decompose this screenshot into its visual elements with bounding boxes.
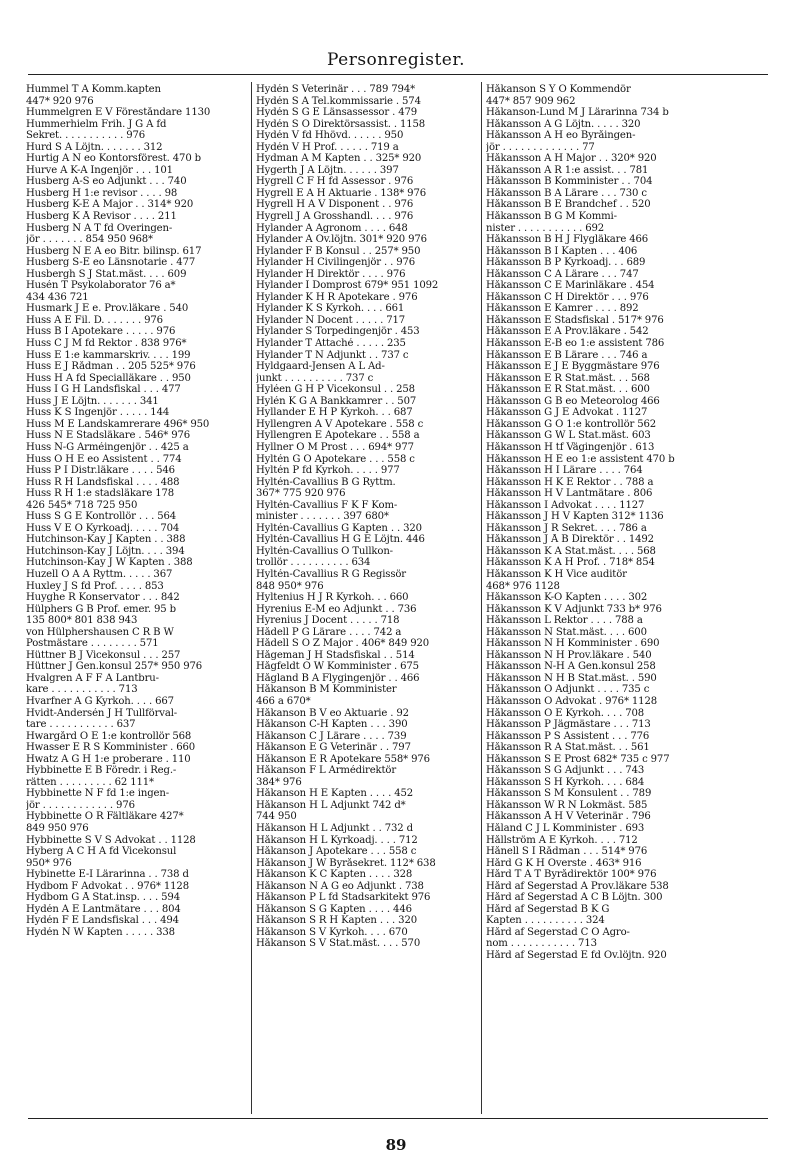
register-entry: Håkansson H V Lantmätare . 806 — [486, 488, 653, 500]
register-entry: Håkanson S V Kyrkoh. . . . 670 — [256, 926, 408, 938]
register-entry: Huss E J Rådman . . 205 525* 976 — [26, 361, 196, 373]
register-entry: 950* 976 — [26, 857, 72, 869]
register-entry: Håkanson S Y O Kommendör — [486, 84, 631, 95]
register-entry: Hyrenius J Docent . . . . . 718 — [256, 615, 400, 627]
register-entry: Håkansson J H V Kapten 312* 1136 — [486, 511, 664, 523]
register-entry: Husberg K-E A Major . . 314* 920 — [26, 199, 194, 211]
register-entry: Huss K S Ingenjör . . . . . 144 — [26, 407, 170, 419]
register-entry: Hyltén-Cavallius O Tullkon- — [256, 545, 393, 557]
register-entry: Håkansson O E Kyrkoh. . . . 708 — [486, 707, 645, 719]
register-entry: Håkansson I Advokat . . . . 1127 — [486, 499, 645, 511]
register-entry: Hydén V H Prof. . . . . . 719 a — [256, 141, 399, 153]
register-entry: Håkanson S R H Kapten . . . 320 — [256, 915, 417, 927]
register-entry: Håkansson K A Stat.mäst. . . . 568 — [486, 545, 656, 557]
register-entry: Hydén A E Lantmätare . . . 804 — [26, 903, 181, 915]
column-divider-2 — [481, 82, 482, 1114]
register-entry: Hybinette E-I Lärarinna . . 738 d — [26, 869, 189, 881]
register-entry: Husberg A-S eo Adjunkt . . . 740 — [26, 176, 187, 188]
register-entry: Huss I G H Landsfiskal . . . 477 — [26, 384, 181, 396]
register-column-2 — [256, 84, 478, 1114]
register-entry: Hydén S G E Länsassessor . 479 — [256, 107, 418, 119]
register-entry: Huss H A fd Specialläkare . . 950 — [26, 372, 191, 384]
register-entry: Hyllander E H P Kyrkoh. . . 687 — [256, 407, 413, 419]
register-entry: Håkansson N H B Stat.mäst. . 590 — [486, 672, 657, 684]
register-entry: Hylander H Civilingenjör . . 976 — [256, 257, 416, 269]
register-entry: Hådell S O Z Major . 406* 849 920 — [256, 638, 430, 650]
register-entry: Håkansson E R Stat.mäst. . . 600 — [486, 384, 650, 396]
register-entry: Håkansson G B eo Meteorolog 466 — [486, 395, 660, 407]
register-entry: Håkansson S M Konsulent . . 789 — [486, 788, 652, 800]
register-entry: Håkansson N-H A Gen.konsul 258 — [486, 661, 656, 673]
register-entry: Sekret. . . . . . . . . . . 976 — [26, 130, 146, 142]
register-entry: Husberg N E A eo Bitr. bilinsp. 617 — [26, 245, 202, 257]
register-entry: Hutchinson-Kay J Löjtn. . . . 394 — [26, 545, 185, 557]
register-entry: Huss V E O Kyrkoadj. . . . . 704 — [26, 522, 180, 534]
register-entry: Hård af Segerstad E fd Öv.löjtn. 920 — [486, 950, 667, 962]
register-entry: Håkanson B M Komminister — [256, 684, 397, 696]
register-entry: Hyrenius E-M eo Adjunkt . . 736 — [256, 603, 417, 615]
register-entry: Håkansson H K E Rektor . . 788 a — [486, 476, 654, 488]
register-entry: Hyllengren A V Apotekare . 558 c — [256, 418, 424, 430]
register-entry: kare . . . . . . . . . . . 713 — [26, 684, 138, 696]
register-entry: Hutchinson-Kay J Kapten . . 388 — [26, 534, 186, 546]
register-entry: Håkanson-Lund M J Lärarinna 734 b — [486, 107, 669, 119]
register-entry: Håkansson P Jägmästare . . . 713 — [486, 719, 651, 731]
page-title: Personregister. — [326, 50, 466, 70]
register-entry: Hylander I Domprost 679* 951 1092 — [256, 280, 439, 292]
column-divider-1 — [251, 82, 252, 1114]
register-entry: 434 436 721 — [26, 291, 89, 303]
register-entry: junkt . . . . . . . . . . 737 c — [256, 372, 374, 384]
register-entry: Huyghe R Konservator . . . 842 — [26, 592, 180, 604]
register-entry: Huxley J S fd Prof. . . . . 853 — [26, 580, 164, 592]
register-entry: Håkanson H L Adjunkt . . 732 d — [256, 823, 413, 834]
register-entry: Hummelgren E V Föreståndare 1130 — [26, 107, 211, 119]
register-entry: Håkansson N H Komminister . 690 — [486, 638, 660, 650]
register-entry: Håkansson A H Major . . 320* 920 — [486, 153, 657, 165]
register-entry: Håkanson B V eo Aktuarie . 92 — [256, 707, 409, 719]
register-entry: Postmästare . . . . . . . . 571 — [26, 638, 159, 650]
register-entry: Håkansson C A Lärare . . . 747 — [486, 268, 639, 280]
register-entry: Hydén N W Kapten . . . . . 338 — [26, 926, 175, 938]
register-entry: Håkanson J W Byråsekret. 112* 638 — [256, 857, 436, 869]
register-entry: Håkansson S G Adjunkt . . . 743 — [486, 765, 645, 777]
register-entry: Håland C J L Komminister . 693 — [486, 823, 645, 834]
register-entry: tare . . . . . . . . . . . 637 — [26, 719, 136, 731]
register-entry: Hyldgaard-Jensen A L Ad- — [256, 361, 385, 373]
register-entry: Håkanson H L Adjunkt 742 d* — [256, 799, 406, 811]
register-entry: Hånell S I Rådman . . . 514* 976 — [486, 846, 648, 858]
register-entry: 848 950* 976 — [256, 580, 324, 592]
register-entry: Håkansson H I Lärare . . . . 764 — [486, 465, 643, 477]
register-entry: Håkansson G O 1:e kontrollör 562 — [486, 418, 657, 430]
register-entry: 744 950 — [256, 811, 297, 823]
register-entry: Hydbom G Å Stat.insp. . . . 594 — [26, 892, 180, 904]
register-entry: Hyltén-Cavallius B G Ryttm. — [256, 476, 396, 488]
register-entry: Håkansson W R N Lokmäst. 585 — [486, 799, 648, 811]
register-entry: Håkanson K C Kapten . . . . 328 — [256, 869, 413, 881]
register-entry: Håkansson N H Prov.läkare . 540 — [486, 649, 652, 661]
register-entry: jör . . . . . . . . . . . . 976 — [26, 799, 135, 811]
register-entry: Husberg S-E eo Länsnotarie . 477 — [26, 257, 196, 269]
register-entry: Hutchinson-Kay J W Kapten . 388 — [26, 557, 193, 569]
header-rule — [28, 74, 768, 75]
register-entry: Håkansson E-B eo 1:e assistent 786 — [486, 338, 665, 350]
register-entry: Hydén S A Tel.kommissarie . 574 — [256, 95, 421, 107]
register-entry: Hylander F B Konsul . . 257* 950 — [256, 245, 421, 257]
footer-rule — [28, 1118, 768, 1119]
register-entry: Hylander T Attaché . . . . . 235 — [256, 338, 406, 350]
register-entry: Håkansson B G M Kommi- — [486, 211, 617, 223]
register-entry: Husberg N A T fd Överingen- — [26, 222, 173, 234]
register-entry: Håkansson G W L Stat.mäst. 603 — [486, 430, 651, 442]
register-entry: Hyberg A C H A fd Vicekonsul — [26, 846, 177, 858]
register-entry: Huss R H 1:e stadsläkare 178 — [26, 488, 175, 500]
register-entry: Huzell O A A Ryttm. . . . . 367 — [26, 568, 173, 580]
register-entry: Huss S G E Kontrollör . . . 564 — [26, 511, 177, 523]
register-entry: Kapten . . . . . . . . . . 324 — [486, 915, 605, 927]
register-entry: Hylander K H R Apotekare . 976 — [256, 291, 418, 303]
register-entry: 135 800* 801 838 943 — [26, 615, 138, 627]
register-entry: Husbergh S J Stat.mäst. . . . 609 — [26, 268, 187, 280]
register-entry: Hygrell J A Grosshandl. . . . 976 — [256, 211, 414, 223]
register-entry: Håkansson Å H V Veterinär . 796 — [486, 811, 651, 823]
register-entry: Håkanson C J Lärare . . . . 739 — [256, 730, 407, 742]
register-entry: Hågfeldt O W Komminister . 675 — [256, 661, 419, 673]
register-entry: Huss E 1:e kammarskriv. . . . 199 — [26, 349, 191, 361]
register-entry: Hyltén-Cavallius G Kapten . . 320 — [256, 522, 422, 534]
register-entry: Håkansson R A Stat.mäst. . . 561 — [486, 742, 650, 754]
register-entry: Hård T A T Byrådirektör 100* 976 — [486, 869, 657, 881]
register-entry: Håkansson A G Löjtn. . . . . 320 — [486, 118, 641, 130]
register-entry: Hågeman J H Stadsfiskal . . 514 — [256, 649, 415, 661]
register-entry: Huss J E Löjtn. . . . . . . 341 — [26, 395, 159, 407]
register-entry: Håkansson B E Brandchef . . 520 — [486, 199, 651, 211]
register-entry: Hydén F E Landsfiskal . . . 494 — [26, 915, 179, 927]
register-entry: 384* 976 — [256, 776, 302, 788]
register-entry: Hyltén-Cavallius H G E Löjtn. 446 — [256, 534, 425, 546]
register-entry: Hyllner O M Prost . . . 694* 977 — [256, 441, 414, 453]
register-entry: Håkanson H L Kyrkoadj. . . . 712 — [256, 834, 418, 846]
register-entry: Hwasser E R S Komminister . 660 — [26, 742, 196, 754]
page-number: 89 — [385, 1136, 407, 1154]
register-entry: Håkansson C H Direktör . . . 976 — [486, 291, 649, 303]
register-entry: Håkanson C-H Kapten . . . 390 — [256, 719, 408, 731]
register-entry: Huss A E Fil. D. . . . . . . 976 — [26, 314, 163, 326]
register-entry: 447* 920 976 — [26, 95, 94, 107]
register-entry: Hummel T A Komm.kapten — [26, 84, 161, 95]
register-entry: Huss O H E eo Assistent . . 774 — [26, 453, 182, 465]
register-entry: Huss C J M fd Rektor . 838 976* — [26, 338, 187, 350]
register-entry: Håkansson S H Kyrkoh. . . . 684 — [486, 776, 645, 788]
register-entry: Håkansson O Adjunkt . . . . 735 c — [486, 684, 650, 696]
register-entry: Hwargård O E 1:e kontrollör 568 — [26, 730, 192, 742]
register-entry: Håkansson S E Prost 682* 735 c 977 — [486, 753, 670, 765]
register-entry: Hård af Segerstad A Prov.läkare 538 — [486, 880, 669, 892]
register-entry: Hyltén G O Apotekare . . . 558 c — [256, 453, 415, 465]
register-entry: Håkansson N Stat.mäst. . . . 600 — [486, 626, 647, 638]
register-entry: Hård G K H Överste . 463* 916 — [486, 857, 642, 869]
register-entry: Håkansson B Komminister . . 704 — [486, 176, 653, 188]
register-entry: Huss R H Landsfiskal . . . . 488 — [26, 476, 180, 488]
register-entry: Hyléen G H P Vicekonsul . . 258 — [256, 384, 415, 396]
register-entry: Håkansson B A Lärare . . . 730 c — [486, 187, 647, 199]
register-entry: Hurd S A Löjtn. . . . . . . 312 — [26, 141, 163, 153]
register-entry: Håkansson O Advokat . 976* 1128 — [486, 695, 657, 707]
register-entry: Hydén V fd Hhövd. . . . . . 950 — [256, 130, 404, 142]
register-entry: Håkansson H tf Vägingenjör . 613 — [486, 441, 655, 453]
register-entry: Hyllengren E Apotekare . . 558 a — [256, 430, 420, 442]
register-entry: Hybbinette O R Fältläkare 427* — [26, 811, 184, 823]
register-entry: Hylander S Torpedingenjör . 453 — [256, 326, 420, 338]
register-entry: Hygrell E A H Aktuarie . 138* 976 — [256, 187, 426, 199]
register-entry: Håkansson H E eo 1:e assistent 470 b — [486, 453, 675, 465]
register-entry: Hylén K G A Bankkamrer . . 507 — [256, 395, 417, 407]
register-entry: Hård af Segerstad C O Agro- — [486, 926, 630, 938]
register-entry: Håkansson K-O Kapten . . . . 302 — [486, 592, 648, 604]
register-entry: Håkansson E B Lärare . . . 746 a — [486, 349, 648, 361]
register-entry: Hållström A E Kyrkoh. . . . 712 — [486, 834, 638, 846]
register-entry: Huss B I Apotekare . . . . . 976 — [26, 326, 176, 338]
register-column-3 — [486, 84, 712, 1114]
register-entry: Hummerhielm Frih. J G A fd — [26, 118, 167, 130]
register-entry: Håkanson S V Stat.mäst. . . . 570 — [256, 938, 421, 950]
register-entry: Hylander T N Adjunkt . . 737 c — [256, 349, 409, 361]
register-entry: Hydman A M Kapten . . 325* 920 — [256, 153, 422, 165]
register-entry: Hybbinette E B Föredr. i Reg.- — [26, 765, 177, 777]
register-entry: Hurtig A N eo Kontorsförest. 470 b — [26, 153, 201, 165]
register-entry: Håkansson B H J Flygläkare 466 — [486, 234, 649, 246]
register-entry: Håkansson C E Marinläkare . 454 — [486, 280, 655, 292]
register-entry: Huss M E Landskamrerare 496* 950 — [26, 418, 210, 430]
register-entry: Håkansson A H eo Byråingen- — [486, 130, 636, 142]
register-entry: Husmark J E e. Prov.läkare . 540 — [26, 303, 189, 315]
register-entry: Hydén S O Direktörsassist. . 1158 — [256, 118, 426, 130]
register-entry: Hård af Segerstad B K G — [486, 903, 610, 915]
register-entry: Hygrell C F H fd Assessor . 976 — [256, 176, 414, 188]
register-entry: Hyltén P fd Kyrkoh. . . . . 977 — [256, 465, 400, 477]
register-entry: Håkansson J Å B Direktör . . 1492 — [486, 534, 654, 546]
register-entry: Hybbinette N F fd 1:e ingen- — [26, 788, 169, 800]
register-entry: Hüttner J Gen.konsul 257* 950 976 — [26, 661, 203, 673]
register-entry: Håkansson K A H Prof. . 718* 854 — [486, 557, 655, 569]
register-entry: Hylander A Öv.löjtn. 301* 920 976 — [256, 234, 427, 246]
register-entry: Håkanson H E Kapten . . . . 452 — [256, 788, 414, 800]
register-entry: Håkansson B I Kapten . . . 406 — [486, 245, 638, 257]
register-entry: Hurve A K-A Ingenjör . . . 101 — [26, 164, 173, 176]
register-entry: Håkansson E J E Byggmästare 976 — [486, 361, 660, 373]
register-entry: Håkansson B P Kyrkoadj. . . 689 — [486, 257, 646, 269]
register-entry: Hågland B A Flygingenjör . . 466 — [256, 672, 420, 684]
register-entry: Håkanson F L Armédirektör — [256, 765, 397, 777]
register-entry: Hygerth J A Löjtn. . . . . . 397 — [256, 164, 399, 176]
register-entry: 447* 857 909 962 — [486, 95, 576, 107]
register-entry: Huss P I Distr.läkare . . . . 546 — [26, 465, 175, 477]
register-entry: Håkansson E A Prov.läkare . 542 — [486, 326, 649, 338]
register-entry: 468* 976 1128 — [486, 580, 560, 592]
register-entry: Hwatz A G H 1:e proberare . 110 — [26, 753, 191, 765]
register-entry: Håkansson E Kamrer . . . . 892 — [486, 303, 639, 315]
register-entry: Hylander H Direktör . . . . 976 — [256, 268, 406, 280]
register-entry: Håkanson J Apotekare . . . 558 c — [256, 846, 417, 858]
register-entry: von Hülphershausen C R B W — [26, 626, 174, 638]
register-entry: Håkansson P S Assistent . . . 776 — [486, 730, 650, 742]
register-entry: Hådell P G Lärare . . . . 742 a — [256, 626, 402, 638]
register-entry: Håkansson K V Adjunkt 733 b* 976 — [486, 603, 662, 615]
register-entry: Hylander A Agronom . . . . 648 — [256, 222, 408, 234]
register-entry: Håkansson J R Sekret. . . . 786 a — [486, 522, 647, 534]
register-entry: Håkansson L Rektor . . . . 788 a — [486, 615, 643, 627]
register-entry: Hvidt-Andersén J H Tullförval- — [26, 707, 178, 719]
register-entry: Håkansson E R Stat.mäst. . . 568 — [486, 372, 650, 384]
register-entry: Hyltenius H J R Kyrkoh. . . 660 — [256, 592, 409, 604]
register-entry: Håkansson E Stadsfiskal . 517* 976 — [486, 314, 664, 326]
register-entry: Hård af Segerstad A C B Löjtn. 300 — [486, 892, 663, 904]
register-entry: Håkansson K H Vice auditör — [486, 568, 627, 580]
register-entry: nom . . . . . . . . . . . 713 — [486, 938, 597, 950]
register-entry: jör . . . . . . . . . . . . . 77 — [486, 141, 595, 153]
register-entry: 466 a 670* — [256, 695, 311, 707]
register-entry: Hybbinette S V S Advokat . . 1128 — [26, 834, 196, 846]
register-entry: Håkansson A R 1:e assist. . . 781 — [486, 164, 649, 176]
register-entry: Hüttner B J Vicekonsul . . . 257 — [26, 649, 181, 661]
register-entry: Håkanson E G Veterinär . . 797 — [256, 742, 411, 754]
register-entry: Hygrell H A V Disponent . . 976 — [256, 199, 414, 211]
register-entry: 426 545* 718 725 950 — [26, 499, 138, 511]
register-entry: 849 950 976 — [26, 823, 89, 834]
register-entry: Hyltén-Cavallius R G Regissör — [256, 568, 406, 580]
register-entry: rätten . . . . . . . . . 62 111* — [26, 776, 154, 788]
register-entry: Hyltén-Cavallius F K F Kom- — [256, 499, 398, 511]
register-entry: Hydén S Veterinär . . . 789 794* — [256, 84, 415, 95]
register-entry: Håkanson E R Apotekare 558* 976 — [256, 753, 430, 765]
register-entry: Husberg H 1:e revisor . . . . 98 — [26, 187, 178, 199]
register-entry: Hvalgren A F F A Lantbru- — [26, 672, 159, 684]
register-entry: Håkanson P L fd Stadsarkitekt 976 — [256, 892, 431, 904]
register-entry: jör . . . . . . . 854 950 968* — [26, 234, 153, 246]
register-entry: minister . . . . . . . 397 680* — [256, 511, 389, 523]
register-entry: 367* 775 920 976 — [256, 488, 346, 500]
register-entry: Huss N-G Arméingenjör . . 425 a — [26, 441, 189, 453]
register-entry: Hydbom F Advokat . . 976* 1128 — [26, 880, 189, 892]
register-entry: Håkansson G J E Advokat . 1127 — [486, 407, 648, 419]
register-entry: Huss N E Stadsläkare . 546* 976 — [26, 430, 191, 442]
register-entry: Hylander K S Kyrkoh. . . . 661 — [256, 303, 405, 315]
register-entry: Håkanson N A G eo Adjunkt . 738 — [256, 880, 424, 892]
register-entry: Husberg K Å Revisor . . . . 211 — [26, 211, 177, 223]
register-column-1 — [26, 84, 249, 1114]
register-entry: Hvarfner A G Kyrkoh. . . . 667 — [26, 695, 174, 707]
register-entry: nister . . . . . . . . . . . 692 — [486, 222, 605, 234]
register-entry: Håkanson S G Kapten . . . . 446 — [256, 903, 412, 915]
register-entry: Hylander N Docent . . . . . 717 — [256, 314, 406, 326]
register-entry: Hülphers G B Prof. emer. 95 b — [26, 603, 176, 615]
register-entry: Husén T Psykolaborator 76 a* — [26, 280, 176, 292]
register-entry: trollör . . . . . . . . . . 634 — [256, 557, 371, 569]
